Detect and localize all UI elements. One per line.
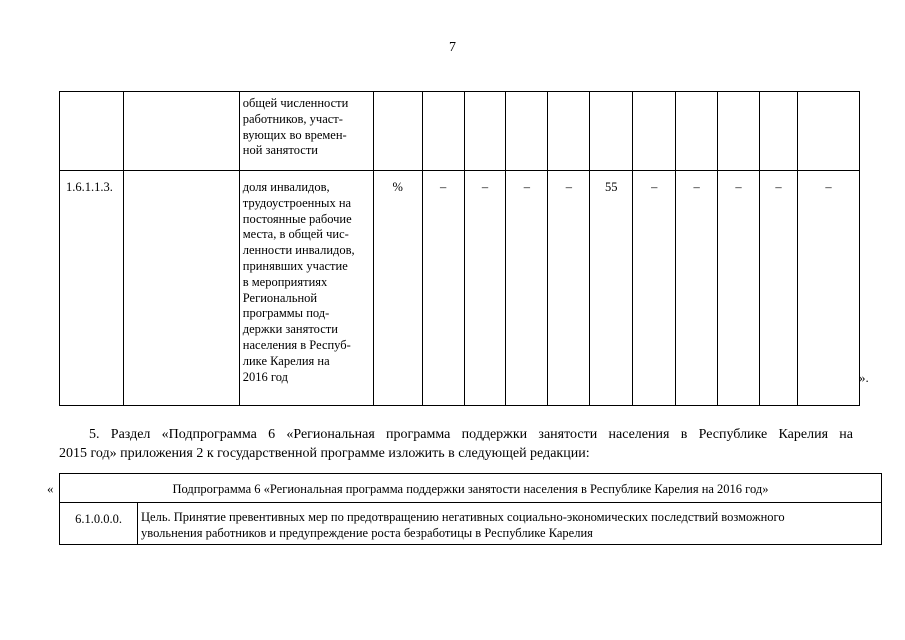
closing-quote: ». — [859, 370, 869, 385]
row-code — [60, 92, 124, 171]
indicator-name: общей численности работников, участ- вующих во времен- ной занятости — [239, 92, 373, 171]
value-cell — [760, 92, 798, 171]
value-cell: – — [797, 171, 859, 406]
subprogram-table — [59, 473, 882, 545]
value-cell — [590, 92, 633, 171]
table-header-row — [60, 474, 882, 503]
paragraph-line: 5. Раздел «Подпрограмма 6 «Региональная программа поддержки занятости населения в Республике Карелия на — [89, 427, 853, 442]
row-subprogram-cell — [123, 92, 239, 171]
value-cell: – — [464, 171, 506, 406]
table-row — [60, 503, 882, 545]
row-code: 6.1.0.0.0. — [60, 503, 138, 545]
value-cell — [676, 92, 718, 171]
value-cell — [548, 92, 590, 171]
value-cell: – — [422, 171, 464, 406]
unit-cell: % — [373, 171, 422, 406]
value-cell: 55 — [590, 171, 633, 406]
value-cell — [506, 92, 548, 171]
value-cell: – — [633, 171, 676, 406]
table-row — [60, 92, 860, 171]
value-cell: – — [548, 171, 590, 406]
value-cell: – — [760, 171, 798, 406]
row-code: 1.6.1.1.3. — [60, 171, 124, 406]
value-cell — [464, 92, 506, 171]
body-paragraph — [59, 425, 853, 463]
page-number: 7 — [449, 40, 456, 55]
opening-quote: « — [47, 481, 54, 496]
value-cell — [718, 92, 760, 171]
value-cell: – — [506, 171, 548, 406]
indicator-name: доля инвалидов, трудоустроенных на постоянные рабочие места, в общей чис- ленности инвалидов, принявших участие в мероприятиях Региональной программы под- держки занятости населения в Респуб- лике Карелия на 2016 год — [239, 171, 373, 406]
value-cell: – — [676, 171, 718, 406]
indicator-table — [59, 91, 860, 406]
goal-text: Цель. Принятие превентивных мер по предотвращению негативных социально-экономических последствий возможного увольнения работников и предупреждение роста безработицы в Республике Карелия — [138, 503, 882, 545]
paragraph-line: 2015 год» приложения 2 к государственной программе изложить в следующей редакции: — [59, 446, 590, 461]
row-subprogram-cell — [123, 171, 239, 406]
subprogram-header: Подпрограмма 6 «Региональная программа поддержки занятости населения в Республике Карелия на 2016 год» — [60, 474, 882, 503]
value-cell — [633, 92, 676, 171]
unit-cell — [373, 92, 422, 171]
table-row — [60, 171, 860, 406]
value-cell: – — [718, 171, 760, 406]
value-cell — [422, 92, 464, 171]
value-cell — [797, 92, 859, 171]
